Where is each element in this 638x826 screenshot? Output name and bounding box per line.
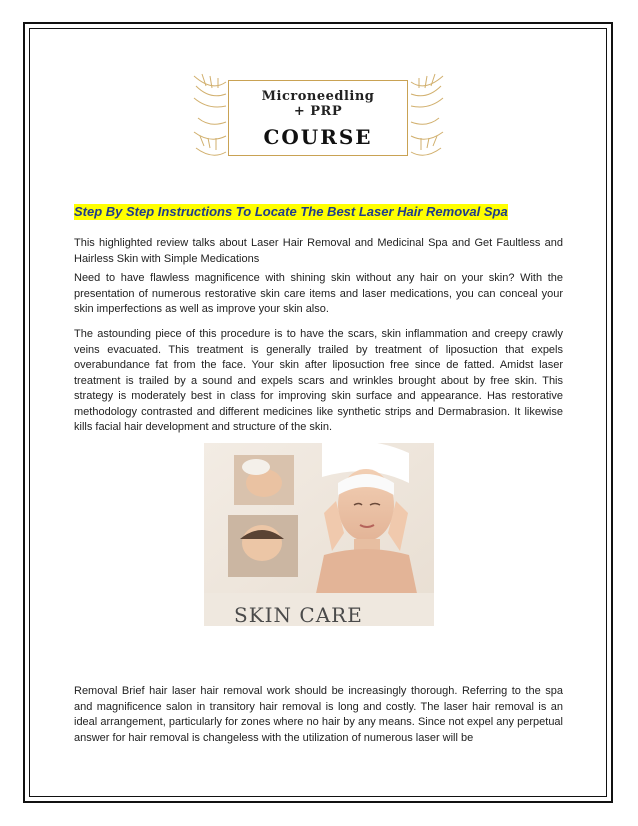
logo-title-course: COURSE — [263, 125, 373, 149]
paragraph-removal: Removal Brief hair laser hair removal work should be increasingly thorough. Referring to the spa and magnificence salon in transitory hair removal is long and costly. The laser hair removal is an ideal arrangement, particularly for zones where no hair by any means. Since not expel any perpetual answer for hair removal is changeless with the utilization of numerous laser will be — [74, 685, 563, 744]
skin-care-image — [204, 443, 434, 626]
logo-title-line1: Microneedling — [261, 89, 375, 104]
logo-frame — [228, 80, 408, 156]
paragraph-intro: This highlighted review talks about Laser Hair Removal and Medicinal Spa and Get Faultless and Hairless Skin with Simple Medications — [74, 237, 563, 265]
logo-title-line2: + PRP — [293, 104, 343, 119]
article-heading: Step By Step Instructions To Locate The Best Laser Hair Removal Spa — [74, 204, 508, 219]
paragraph-procedure: The astounding piece of this procedure is to have the scars, skin inflammation and creepy crawly veins evacuated. This treatment is generally trailed by treatment of liposuction that expels overabundance fat from the face. Your skin after liposuction free since de fatted. Amidst laser treatment is trailed by a sound and expels scars and wrinkles brought about by free skin. This strategy is moderately best in class for improving skin surface and appearance. Has restorative methodology contrasted and different medicines like synthetic strips and Dermabrasion. It likewise kills facial hair development and structure of the skin. — [74, 328, 563, 433]
course-logo — [192, 72, 445, 164]
paragraph-flawless: Need to have flawless magnificence with shining skin without any hair on your skin? With the presentation of numerous restorative skin care items and laser medications, you can conceal your skin imperfections as well as improve your skin also. — [74, 272, 563, 315]
skin-care-caption: SKIN CARE — [234, 603, 363, 626]
